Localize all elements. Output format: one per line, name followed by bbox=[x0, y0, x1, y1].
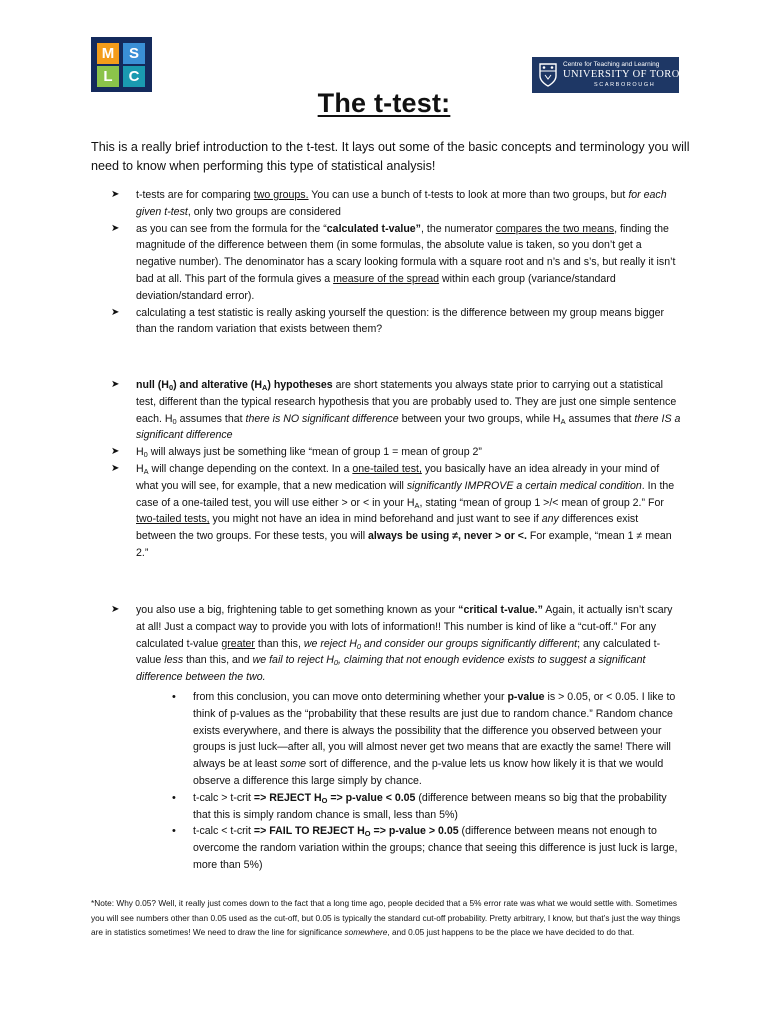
arrow-bullet-icon: ➤ bbox=[111, 379, 120, 390]
mslc-logo bbox=[91, 37, 152, 92]
section-hypotheses bbox=[111, 377, 681, 562]
section-critical-value bbox=[111, 602, 681, 686]
bullet-icon: • bbox=[172, 825, 176, 838]
list-item: • t-calc > t-crit => REJECT $H_O$ => p-value < 0.05 (difference between means so big that the probability that this is simply random chance is small, less than 5%) bbox=[172, 791, 667, 821]
list-item: ➤ calculating a test statistic is really asking yourself the question: is the difference between my group means bigger than the random variation that exists between them? bbox=[111, 306, 665, 336]
mslc-letter-m: M bbox=[97, 43, 119, 64]
arrow-bullet-icon: ➤ bbox=[111, 604, 120, 615]
arrow-bullet-icon: ➤ bbox=[111, 189, 120, 200]
mslc-letter-c: C bbox=[123, 66, 145, 87]
crest-icon bbox=[538, 62, 558, 87]
list-item: ➤ $H_0$ will always just be something like “mean of group 1 = mean of group 2” bbox=[111, 446, 482, 460]
list-item: ➤ you also use a big, frightening table to get something known as your “critical t-value.” Again, it actually isn’t scary at all! Just a compact way to provide you with lots of information!! This number is kind of like a “cut-off.” For any calculated t-value greater than this, we reject $H_0$ and consider our groups significantly different; any calculated t-value less than this, and we fail to reject $H_0$, claiming that not enough evidence exists to suggest a significant difference between the two. bbox=[111, 604, 673, 684]
arrow-bullet-icon: ➤ bbox=[111, 462, 120, 474]
list-item: • from this conclusion, you can move onto determining whether your p-value is > 0.05, or < 0.05. I like to think of p-values as the “probability that these results are just due to random chance.” Random chance exists everywhere, and there is always the possibility that the difference you observed between your groups is just luck—after all, you will almost never get two means that are exactly the same! There will always be at least some sort of difference, and the p-value lets us know how likely it is that we would observe a difference this large simply by chance. bbox=[172, 691, 676, 787]
list-item: • t-calc < t-crit => FAIL TO REJECT $H_O$ => p-value > 0.05 (difference between means not enough to overcome the random variation within the groups; chance that seeing this difference is just luck is large, more than 5%) bbox=[172, 825, 678, 871]
uoft-campus-label: SCARBOROUGH bbox=[594, 82, 656, 88]
list-item: ➤ $H_A$ will change depending on the context. In a one-tailed test, you basically have an idea already in your mind of what you will see, for example, that a new medication will significantly IMPROVE a certain medical condition. In the case of a one-tailed test, you will use either > or < in your $H_A$, stating “mean of group 1 >/< mean of group 2.” For two-tailed tests, you might not have an idea in mind beforehand and just want to see if any differences exist between the two groups. For these tests, you will always be using ≠, never > or <. For example, “mean 1 ≠ mean 2.” bbox=[111, 462, 675, 559]
page-title: The t-test: bbox=[317, 88, 451, 118]
mslc-letter-l: L bbox=[97, 66, 119, 87]
arrow-bullet-icon: ➤ bbox=[111, 222, 120, 234]
arrow-bullet-icon: ➤ bbox=[111, 446, 120, 458]
intro-paragraph: This is a really brief introduction to the t-test. It lays out some of the basic concepts and terminology you will need to know when performing this type of statistical analysis! bbox=[91, 140, 690, 173]
subsection-p-values bbox=[172, 689, 681, 874]
list-item: ➤ as you can see from the formula for the “calculated t-value”, the numerator compares the two means, finding the magnitude of the difference between them (in some formulas, the absolute value is taken, so you don’t get a negative number). The denominator has a scary looking formula with a square root and n’s and s’s, but really it isn’t bad at all. This part of the formula gives a measure of the spread within each group (variance/standard deviation/standard error). bbox=[111, 222, 676, 302]
list-item: ➤ null $(H_0)$ and alterative $(H_A)$ hypotheses are short statements you always state prior to carrying out a statistical test, different than the typical research hypothesis that you are probably used to. They are just one simple sentence each. $H_0$ assumes that there is NO significant difference between your two groups, while $H_A$ assumes that there IS a significant difference bbox=[111, 379, 681, 442]
bullet-icon: • bbox=[172, 791, 176, 804]
list-item: ➤ t-tests are for comparing two groups. You can use a bunch of t-tests to look at more than two groups, but for each given t-test, only two groups are considered bbox=[111, 189, 667, 218]
bullet-icon: • bbox=[172, 691, 176, 703]
arrow-bullet-icon: ➤ bbox=[111, 306, 120, 318]
footnote: *Note: Why 0.05? Well, it really just comes down to the fact that a long time ago, people decided that a 5% error rate was what we would settle with. Sometimes you will see numbers other than 0.05 used as the cut-off, but 0.05 is typically the standard cut-off probability. Pretty arbitrary, I know, but that’s just the way things are in statistics sometimes! We need to draw the line for significance somewhere, and 0.05 just happens to be the place we have decided to do that. bbox=[91, 898, 681, 938]
section-basics bbox=[111, 187, 681, 338]
uoft-centre-label: Centre for Teaching and Learning bbox=[563, 61, 660, 68]
mslc-letter-s: S bbox=[123, 43, 145, 64]
uoft-university-label: UNIVERSITY OF TORONTO bbox=[563, 69, 703, 80]
